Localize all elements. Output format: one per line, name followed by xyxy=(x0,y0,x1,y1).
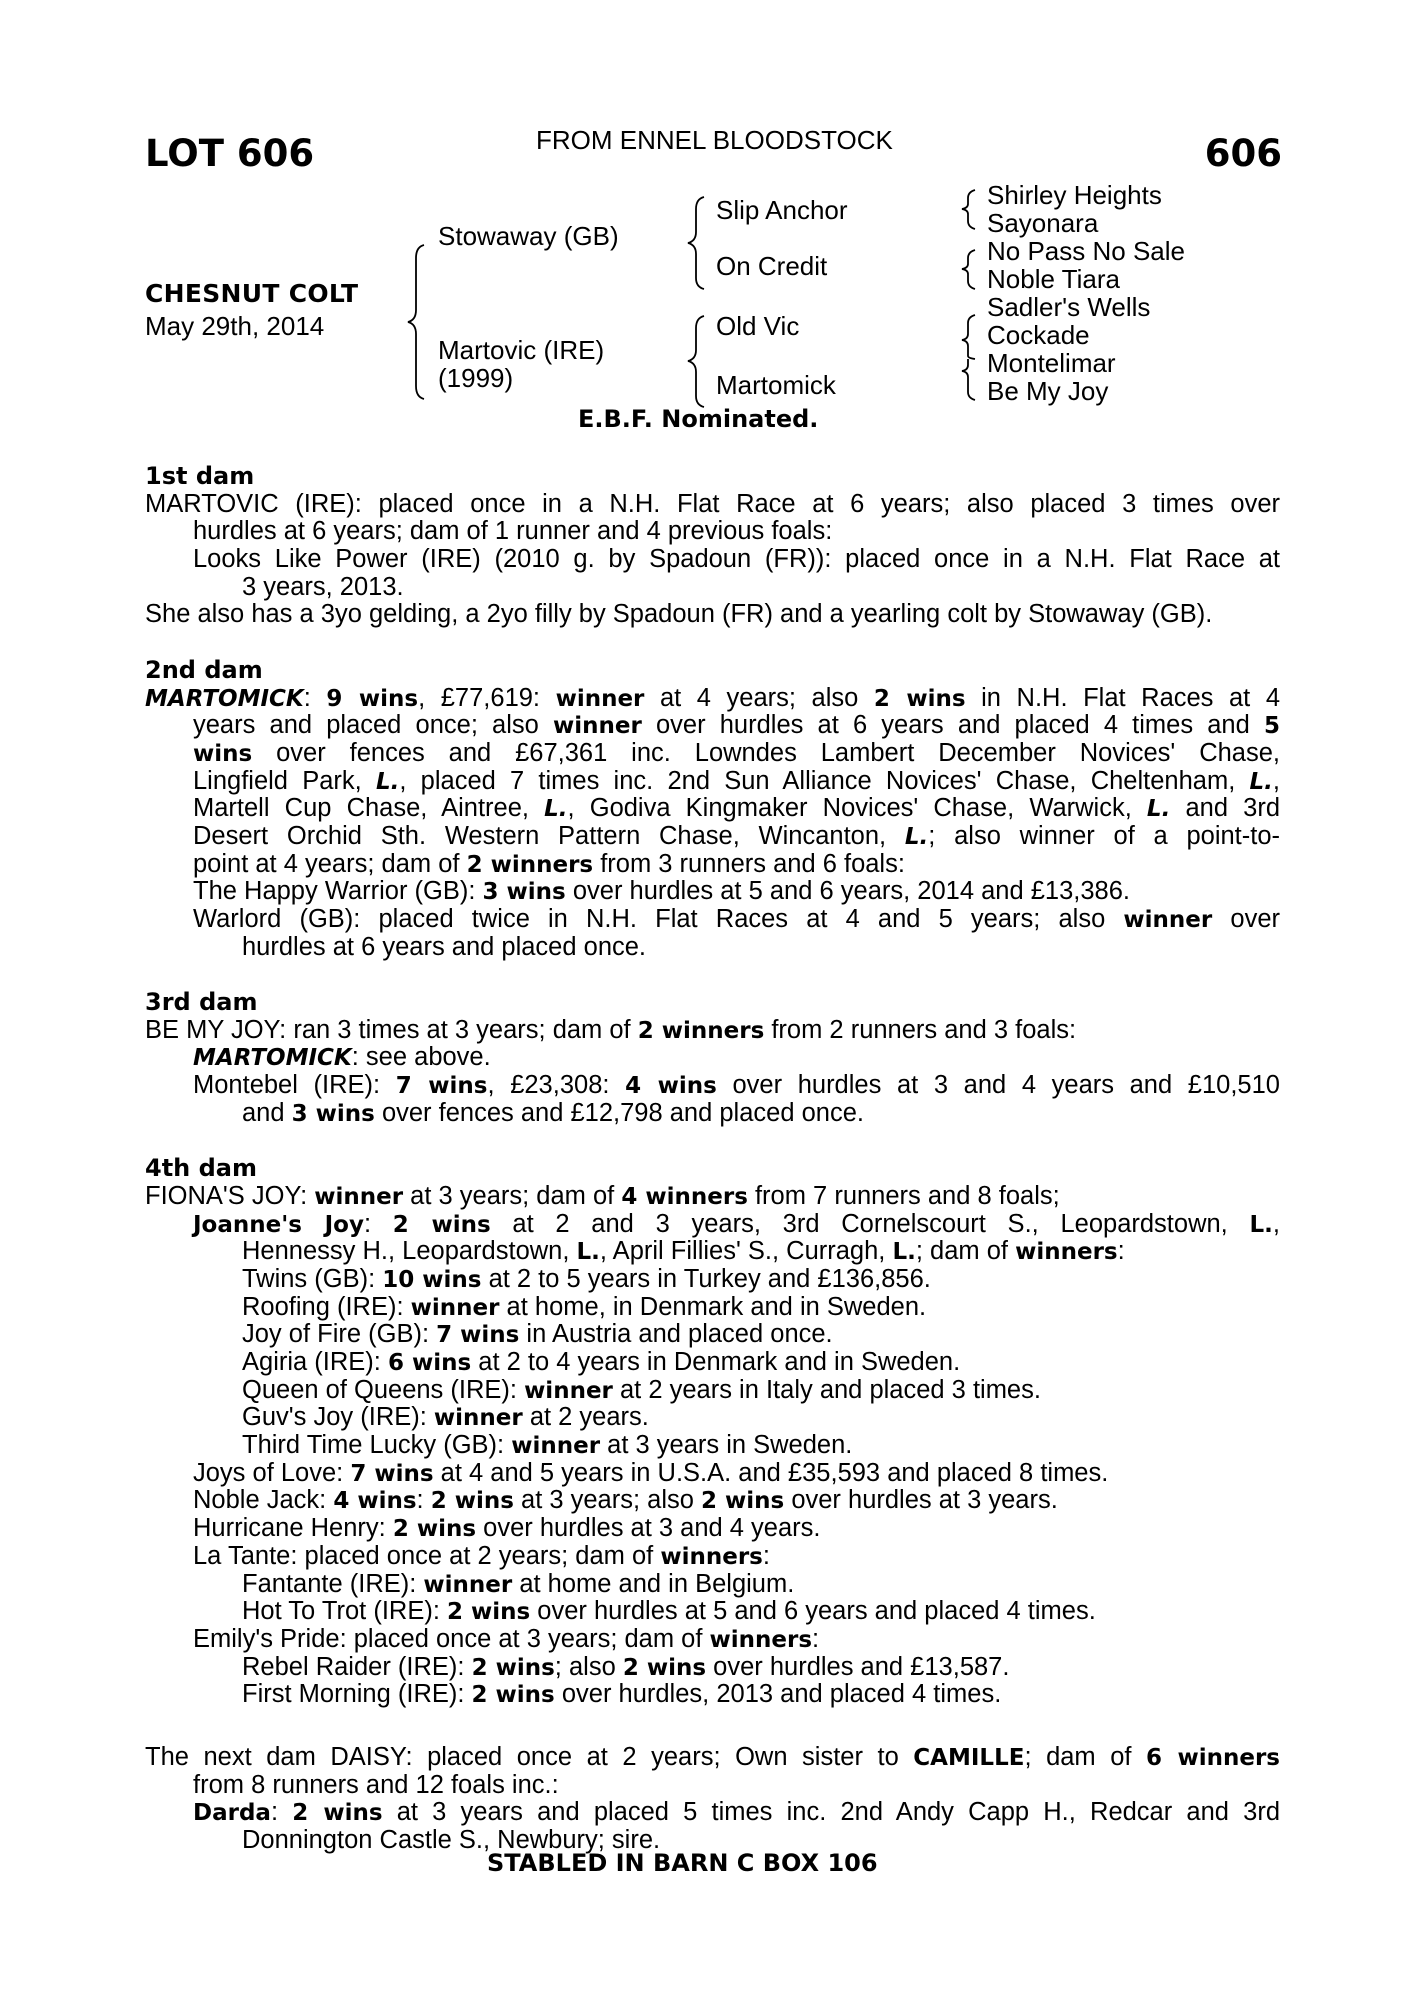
emphasis-bold: winner xyxy=(524,1377,613,1404)
gen3-name: Shirley Heights xyxy=(987,180,1162,210)
emphasis-bold: 2 wins xyxy=(292,1800,383,1827)
emphasis-bold: L. xyxy=(892,1239,916,1266)
text-run: , Godiva Kingmaker Novices' Chase, Warwick, xyxy=(567,795,1147,823)
dam-section xyxy=(145,657,1280,962)
emphasis-bold-italic: L. xyxy=(904,823,929,850)
text-run: over hurdles at 5 and 6 years, 2014 and £13,386. xyxy=(565,877,1130,906)
text-line xyxy=(145,491,1280,519)
text-run: in Austria and placed once. xyxy=(519,1320,833,1349)
text-run: , placed 7 times inc. 2nd Sun Alliance Novices' Chase, Cheltenham, xyxy=(399,767,1250,795)
text-run: at 3 years; also xyxy=(513,1486,702,1515)
text-run: at 2 years. xyxy=(522,1403,649,1432)
text-run: Hurricane Henry: xyxy=(193,1514,393,1543)
text-run: : see above. xyxy=(351,1043,491,1072)
dam-year: (1999) xyxy=(438,363,514,393)
gen3-name: Noble Tiara xyxy=(987,264,1120,294)
text-run: over fences and £67,361 inc. Lowndes Lambert December Novices' Chase, xyxy=(252,739,1280,767)
emphasis-bold: 2 wins xyxy=(430,1488,514,1515)
text-run: over hurdles, 2013 and placed 4 times. xyxy=(554,1680,1002,1709)
sire-dam-name: On Credit xyxy=(716,251,828,281)
emphasis-bold: Darda xyxy=(193,1800,271,1827)
emphasis-bold: 2 wins xyxy=(471,1654,555,1681)
text-run: Warlord (GB): placed twice in N.H. Flat Races at 4 and 5 years; also xyxy=(193,906,1124,933)
text-run: Donnington Castle S., Newbury; sire. xyxy=(242,1826,661,1854)
emphasis-bold: winner xyxy=(555,685,645,712)
text-run: and xyxy=(242,1098,292,1127)
text-line xyxy=(145,1772,1280,1800)
text-run: over hurdles at 6 years and placed 4 times and xyxy=(641,712,1264,740)
emphasis-bold: 7 wins xyxy=(436,1322,520,1349)
emphasis-bold: 9 wins xyxy=(326,685,419,712)
text-run: years and placed once; also xyxy=(193,712,553,740)
text-run: Noble Jack: xyxy=(193,1486,334,1515)
section-title: 4th dam xyxy=(145,1154,257,1183)
dam-section xyxy=(145,463,1280,629)
sire-name: Stowaway (GB) xyxy=(438,221,619,251)
text-run: : xyxy=(416,1486,431,1515)
emphasis-bold: 3 wins xyxy=(291,1100,375,1127)
text-line xyxy=(145,906,1280,934)
text-line xyxy=(145,1321,1280,1349)
text-run: Desert Orchid Sth. Western Pattern Chase, Wincanton, xyxy=(193,822,905,850)
text-line xyxy=(145,574,1280,602)
text-run: , xyxy=(1272,767,1280,795)
text-line xyxy=(145,1515,1280,1543)
text-run: Rebel Raider (IRE): xyxy=(242,1652,472,1681)
emphasis-bold: 5 xyxy=(1263,713,1280,740)
emphasis-bold: 2 wins xyxy=(471,1682,555,1709)
text-line xyxy=(145,1211,1280,1239)
text-run: La Tante: placed once at 2 years; dam of xyxy=(193,1541,661,1570)
dam-dam-name: Martomick xyxy=(716,370,836,400)
emphasis-bold: winners xyxy=(660,1543,763,1570)
text-run: in N.H. Flat Races at 4 xyxy=(965,684,1280,712)
emphasis-bold: winner xyxy=(511,1433,601,1460)
text-line xyxy=(145,1349,1280,1377)
text-line xyxy=(145,1460,1280,1488)
ebf-nomination: E.B.F. Nominated. xyxy=(578,405,819,433)
text-run: over fences and £12,798 and placed once. xyxy=(374,1098,864,1127)
text-run: from 3 runners and 6 foals: xyxy=(593,849,905,878)
brace-gen1 xyxy=(408,245,424,399)
text-run: ; also xyxy=(554,1652,623,1681)
emphasis-bold: winner xyxy=(553,713,642,740)
text-run: Guv's Joy (IRE): xyxy=(242,1403,434,1432)
emphasis-bold: 2 wins xyxy=(447,1599,531,1626)
emphasis-bold: winner xyxy=(410,1294,500,1321)
text-line xyxy=(145,1404,1280,1432)
gen3-name: No Pass No Sale xyxy=(987,236,1185,266)
text-line xyxy=(145,1744,1280,1772)
text-run: from 7 runners and 8 foals; xyxy=(747,1181,1060,1210)
text-run: The Happy Warrior (GB): xyxy=(193,877,483,906)
emphasis-bold: 2 wins xyxy=(873,685,966,712)
emphasis-bold-italic: L. xyxy=(375,768,400,795)
text-run: Joy of Fire (GB): xyxy=(242,1320,437,1349)
section-title: 3rd dam xyxy=(145,988,258,1017)
emphasis-bold: 2 wins xyxy=(701,1488,785,1515)
section-gap xyxy=(145,961,1280,989)
text-line xyxy=(145,795,1280,823)
emphasis-bold: 3 wins xyxy=(482,879,566,906)
text-run: at 3 years; dam of xyxy=(403,1181,622,1210)
emphasis-bold: 2 winners xyxy=(466,851,594,878)
text-run: ; dam of xyxy=(915,1237,1016,1266)
text-run: : xyxy=(1117,1237,1125,1266)
text-run: at 4 and 5 years in U.S.A. and £35,593 and placed 8 times. xyxy=(433,1458,1109,1487)
sire-sire-name: Slip Anchor xyxy=(716,195,848,225)
text-line xyxy=(145,546,1280,574)
text-line xyxy=(145,934,1280,962)
text-run: Agiria (IRE): xyxy=(242,1348,388,1376)
text-run: over hurdles at 3 and 4 years. xyxy=(476,1514,821,1543)
lot-label: LOT 606 xyxy=(145,132,315,175)
emphasis-bold: 7 wins xyxy=(395,1073,488,1100)
text-run: from 2 runners and 3 foals: xyxy=(764,1015,1077,1044)
text-run: and 3rd xyxy=(1170,795,1280,823)
section-gap xyxy=(145,629,1280,657)
emphasis-bold: L. xyxy=(576,1239,600,1266)
text-line xyxy=(145,1571,1280,1599)
emphasis-bold: 2 wins xyxy=(392,1211,491,1238)
pedigree-braces xyxy=(0,0,1428,460)
text-run: Hot To Trot (IRE): xyxy=(242,1597,447,1626)
text-line xyxy=(145,1543,1280,1571)
text-run: : xyxy=(762,1541,770,1570)
brace-sire xyxy=(688,197,704,289)
horse-description: CHESNUT COLT xyxy=(145,279,359,308)
text-run: at 2 to 5 years in Turkey and £136,856. xyxy=(481,1264,931,1293)
text-run: , April Fillies' S., Curragh, xyxy=(599,1237,893,1266)
text-run: at 3 years in Sweden. xyxy=(600,1431,853,1460)
text-run: at home, in Denmark and in Sweden. xyxy=(499,1292,927,1321)
emphasis-bold: Joanne's Joy xyxy=(193,1211,364,1238)
emphasis-bold-italic: L. xyxy=(544,796,568,823)
emphasis-bold: 2 winners xyxy=(637,1017,765,1044)
stabling-info: STABLED IN BARN C BOX 106 xyxy=(487,1849,878,1877)
text-line xyxy=(145,740,1280,768)
emphasis-bold: 6 wins xyxy=(387,1350,472,1376)
lot-number: 606 xyxy=(1204,132,1282,175)
text-line xyxy=(145,601,1280,629)
text-run: at 2 and 3 years, 3rd Cornelscourt S., Leopardstown, xyxy=(490,1210,1250,1238)
gen3-name: Cockade xyxy=(987,320,1090,350)
brace-dam xyxy=(688,316,704,407)
gen3-name: Be My Joy xyxy=(987,376,1109,406)
text-line xyxy=(145,712,1280,740)
section-gap xyxy=(145,1709,1280,1744)
text-line xyxy=(145,1072,1280,1100)
text-run: Montebel (IRE): xyxy=(193,1072,396,1100)
text-run: FIONA'S JOY: xyxy=(145,1181,315,1210)
text-run: Emily's Pride: placed once at 3 years; dam of xyxy=(193,1624,710,1653)
section-title: 2nd dam xyxy=(145,655,263,684)
emphasis-bold-italic: MARTOMICK xyxy=(145,685,304,712)
text-line xyxy=(145,768,1280,796)
text-run: Twins (GB): xyxy=(242,1264,383,1293)
text-line xyxy=(145,1681,1280,1709)
text-run: BE MY JOY: ran 3 times at 3 years; dam of xyxy=(145,1015,638,1044)
text-run: ; dam of xyxy=(1024,1743,1147,1771)
brace-old-vic xyxy=(962,315,975,359)
text-run: hurdles at 6 years and placed once. xyxy=(242,932,647,961)
text-run: hurdles at 6 years; dam of 1 runner and 4 previous foals: xyxy=(193,517,833,546)
text-run: Fantante (IRE): xyxy=(242,1569,424,1598)
text-line xyxy=(145,878,1280,906)
text-run: : xyxy=(812,1624,820,1653)
emphasis-bold: 4 wins xyxy=(625,1073,717,1100)
dam-section xyxy=(145,989,1280,1127)
text-line xyxy=(145,1487,1280,1515)
text-run: Joys of Love: xyxy=(193,1458,351,1487)
emphasis-bold: winner xyxy=(433,1405,523,1432)
text-run: at 2 to 4 years in Denmark and in Sweden. xyxy=(471,1348,961,1376)
emphasis-bold: 7 wins xyxy=(350,1460,434,1487)
emphasis-bold: winners xyxy=(1015,1239,1118,1266)
catalogue-body xyxy=(145,463,1280,1855)
text-run: : xyxy=(363,1210,393,1238)
text-run: over hurdles at 3 and 4 years and £10,510 xyxy=(716,1072,1280,1100)
text-run: at home and in Belgium. xyxy=(512,1569,795,1598)
text-run: at 3 years and placed 5 times inc. 2nd Andy Capp H., Redcar and 3rd xyxy=(382,1799,1280,1827)
text-run: : xyxy=(303,684,327,712)
text-run: over hurdles at 3 years. xyxy=(784,1486,1058,1515)
text-line xyxy=(145,1100,1280,1128)
emphasis-bold-italic: MARTOMICK xyxy=(193,1045,352,1072)
text-line xyxy=(145,1294,1280,1322)
emphasis-bold: 4 winners xyxy=(621,1183,748,1210)
text-line xyxy=(145,1017,1280,1045)
emphasis-bold: CAMILLE xyxy=(913,1744,1025,1771)
text-run: at 4 years; also xyxy=(644,684,874,712)
text-run: from 8 runners and 12 foals inc.: xyxy=(193,1770,559,1799)
section-gap xyxy=(145,1128,1280,1156)
dam-section xyxy=(145,1744,1280,1855)
emphasis-bold-italic: L. xyxy=(1249,768,1273,795)
text-run: Third Time Lucky (GB): xyxy=(242,1431,512,1460)
text-run: Roofing (IRE): xyxy=(242,1292,411,1321)
text-run: over hurdles at 5 and 6 years and placed 4 times. xyxy=(530,1597,1096,1626)
dam-section xyxy=(145,1155,1280,1709)
text-run: ; also winner of a point-to- xyxy=(928,822,1280,850)
emphasis-bold: 2 wins xyxy=(392,1516,477,1543)
text-run: over hurdles and £13,587. xyxy=(706,1652,1010,1681)
text-line xyxy=(145,1238,1280,1266)
text-run: , £23,308: xyxy=(487,1072,626,1100)
brace-martomick xyxy=(962,359,975,400)
emphasis-bold: winner xyxy=(1123,907,1213,933)
emphasis-bold: winners xyxy=(709,1626,813,1653)
text-run: Lingfield Park, xyxy=(193,767,376,795)
brace-on-credit xyxy=(962,250,975,289)
consignor: FROM ENNEL BLOODSTOCK xyxy=(536,125,893,155)
gen3-name: Montelimar xyxy=(987,348,1116,378)
text-line xyxy=(145,1044,1280,1072)
emphasis-bold: L. xyxy=(1249,1211,1273,1238)
text-run: Queen of Queens (IRE): xyxy=(242,1375,525,1404)
text-run: Looks Like Power (IRE) (2010 g. by Spadoun (FR)): placed once in a N.H. Flat Race at xyxy=(193,546,1280,574)
text-line xyxy=(145,851,1280,879)
brace-slip-anchor xyxy=(962,190,975,229)
text-run: MARTOVIC (IRE): placed once in a N.H. Flat Race at 6 years; also placed 3 times over xyxy=(145,490,1280,518)
emphasis-bold: 2 wins xyxy=(622,1654,707,1681)
text-run: over xyxy=(1212,906,1280,933)
dam-name: Martovic (IRE) xyxy=(438,335,605,365)
gen3-name: Sayonara xyxy=(987,208,1099,238)
emphasis-bold: winner xyxy=(423,1571,513,1598)
foaling-date: May 29th, 2014 xyxy=(145,311,325,341)
emphasis-bold-italic: L. xyxy=(1146,796,1171,823)
text-run: point at 4 years; dam of xyxy=(193,849,467,878)
text-line xyxy=(145,685,1280,713)
text-line xyxy=(145,1432,1280,1460)
text-line xyxy=(145,1598,1280,1626)
text-line xyxy=(145,823,1280,851)
text-line xyxy=(145,1626,1280,1654)
text-line xyxy=(145,1377,1280,1405)
text-run: : xyxy=(270,1799,293,1827)
text-line xyxy=(145,1266,1280,1294)
emphasis-bold: 10 wins xyxy=(382,1266,482,1293)
text-run: The next dam DAISY: placed once at 2 years; Own sister to xyxy=(145,1743,914,1771)
dam-sire-name: Old Vic xyxy=(716,311,800,341)
text-run: 3 years, 2013. xyxy=(242,572,404,601)
text-run: , xyxy=(1272,1210,1280,1238)
gen3-name: Sadler's Wells xyxy=(987,292,1151,322)
emphasis-bold: wins xyxy=(193,740,253,767)
text-run: First Morning (IRE): xyxy=(242,1680,472,1709)
text-run: Martell Cup Chase, Aintree, xyxy=(193,795,545,823)
emphasis-bold: 4 wins xyxy=(333,1488,417,1515)
text-line xyxy=(145,1183,1280,1211)
section-title: 1st dam xyxy=(145,462,255,490)
text-run: , £77,619: xyxy=(418,684,556,712)
text-run: She also has a 3yo gelding, a 2yo filly by Spadoun (FR) and a yearling colt by Stowaway (GB). xyxy=(145,600,1213,629)
text-run: Hennessy H., Leopardstown, xyxy=(242,1237,577,1266)
emphasis-bold: winner xyxy=(314,1183,404,1210)
text-run: at 2 years in Italy and placed 3 times. xyxy=(612,1375,1041,1404)
text-line xyxy=(145,1654,1280,1682)
text-line xyxy=(145,1799,1280,1827)
text-line xyxy=(145,518,1280,546)
emphasis-bold: 6 winners xyxy=(1146,1744,1280,1771)
